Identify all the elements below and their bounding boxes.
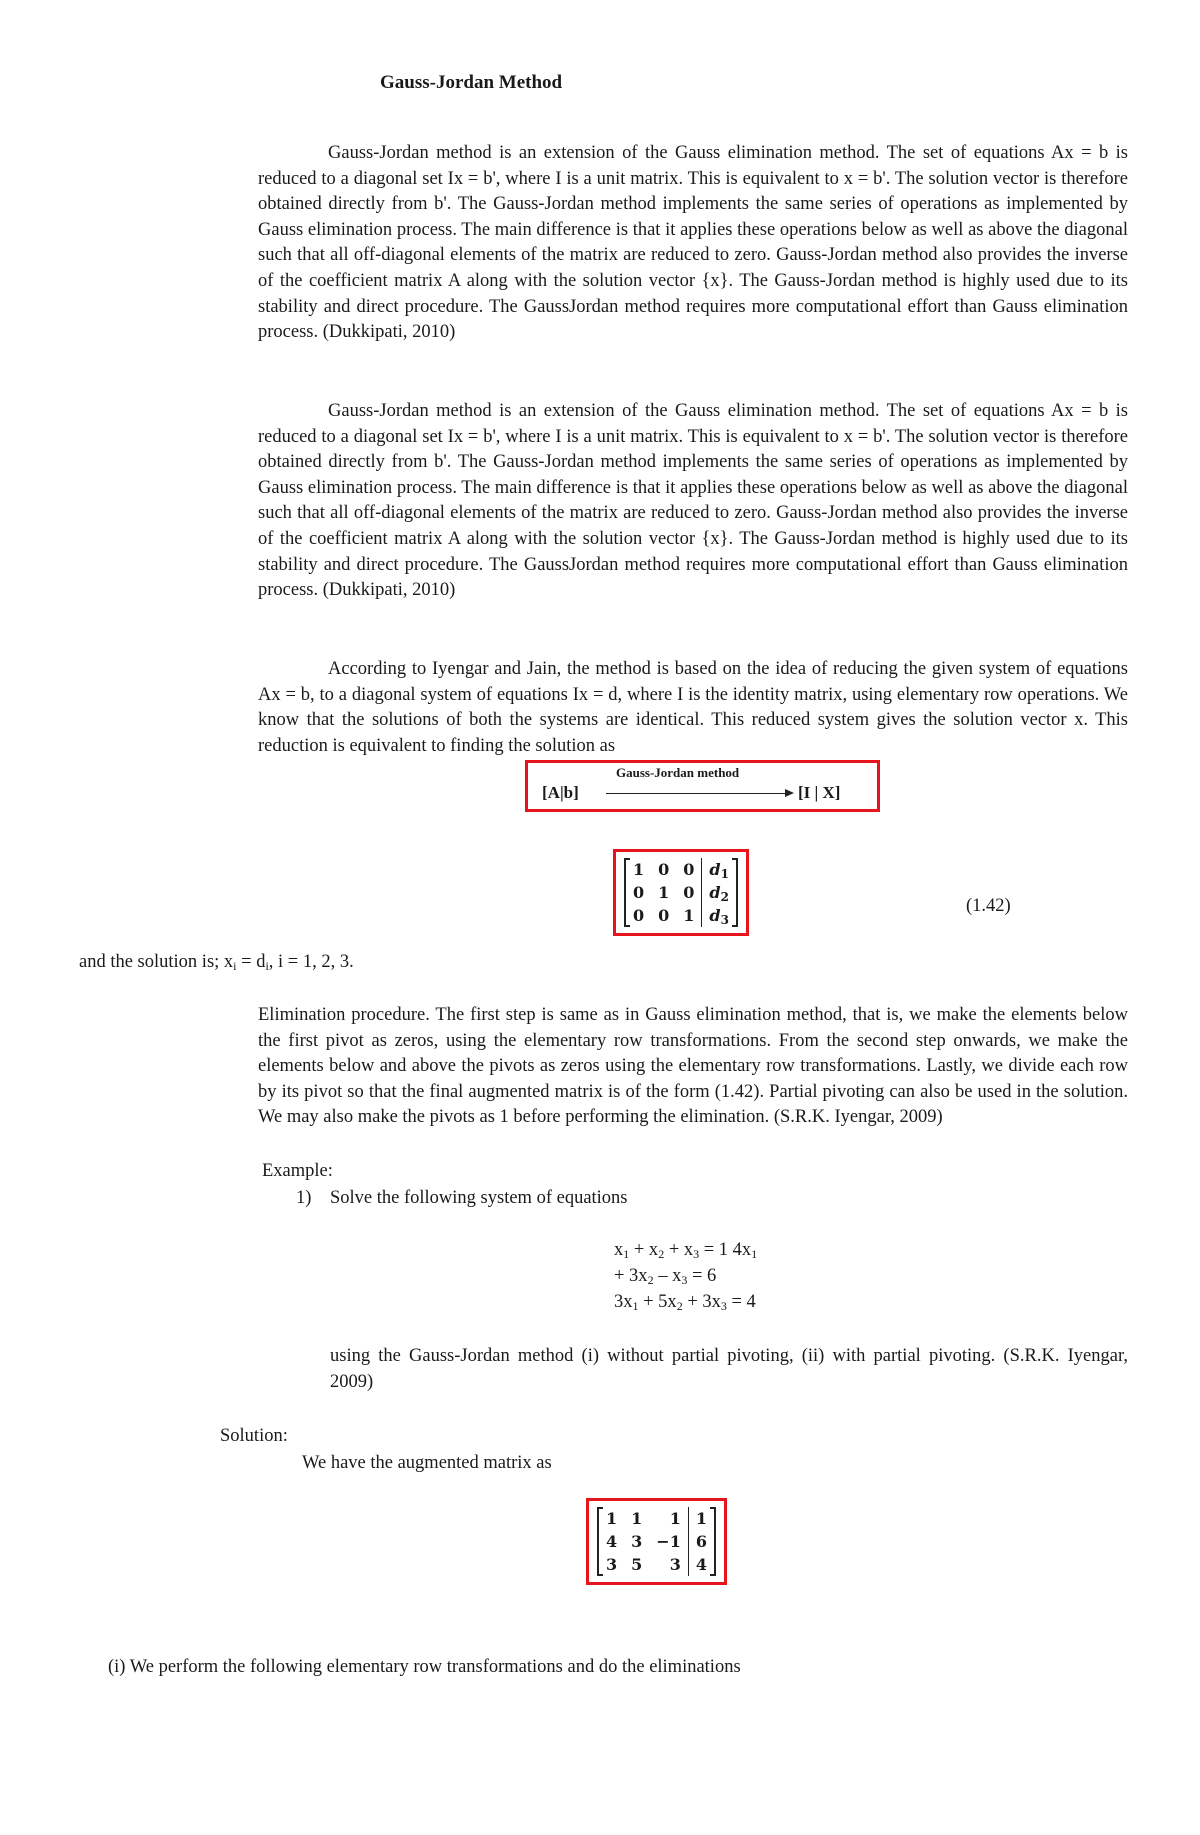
using-paragraph: using the Gauss-Jordan method (i) without partial pivoting, (ii) with partial pivoting. (S.R.K. Iyengar, 2009) — [330, 1346, 1128, 1392]
elimination-paragraph: Elimination procedure. The first step is same as in Gauss elimination method, that is, we make the elements below the first pivot as zeros, using the elementary row transformations. From the second step onwards, we make the elements below and above the pivots as zeros using the elementary row transformations. Lastly, we divide each row by its pivot so that the final augmented matrix is of the form (1.42). Partial pivoting can also be used in the solution. We may also make the pivots as 1 before performing the elimination. (S.R.K. Iyengar, 2009) — [258, 1005, 1128, 1128]
matrix-cell: 1 — [669, 1509, 681, 1528]
equation-number: (1.42) — [966, 896, 1011, 916]
matrix-row — [626, 904, 736, 927]
matrix-cell: $d_1$ — [702, 858, 736, 881]
equation-system — [614, 1237, 757, 1315]
example-item-text: Solve the following system of equations — [330, 1188, 628, 1208]
intro-paragraph-1: Gauss-Jordan method is an extension of the Gauss elimination method. The set of equations Ax = b is reduced to a diagonal set Ix = b', where I is a unit matrix. This is equivalent to x = b'. The solution vector is therefore obtained directly from b'. The Gauss-Jordan method implements the same series of operations as implemented by Gauss elimination process. The main difference is that it applies these operations below as well as above the diagonal such that all off-diagonal elements of the matrix are reduced to zero. Gauss-Jordan method also provides the inverse of the coefficient matrix A along with the solution vector {x}. The Gauss-Jordan method is highly used due to its stability and direct procedure. The GaussJordan method requires more computational effort than Gauss elimination process. (Dukkipati, 2010) — [258, 143, 1128, 343]
matrix-cell: 0 — [633, 906, 645, 925]
matrix-cell: $d_3$ — [702, 904, 736, 927]
intro-paragraph-2: Gauss-Jordan method is an extension of the Gauss elimination method. The set of equations Ax = b is reduced to a diagonal set Ix = b', where I is a unit matrix. This is equivalent to x = b'. The solution vector is therefore obtained directly from b'. The Gauss-Jordan method implements the same series of operations as implemented by Gauss elimination process. The main difference is that it applies these operations below as well as above the diagonal such that all off-diagonal elements of the matrix are reduced to zero. Gauss-Jordan method also provides the inverse of the coefficient matrix A along with the solution vector {x}. The Gauss-Jordan method is highly used due to its stability and direct procedure. The GaussJordan method requires more computational effort than Gauss elimination process. (Dukkipati, 2010) — [258, 401, 1128, 601]
matrix-cell: −1 — [656, 1532, 681, 1551]
matrix-cell: 1 — [688, 1507, 714, 1530]
gj-identity-x: [I | X] — [798, 783, 841, 802]
matrix-cell: 1 — [633, 860, 645, 879]
augmented-intro: We have the augmented matrix as — [302, 1453, 552, 1473]
matrix-cell: $d_2$ — [702, 881, 736, 904]
matrix-cell: 1 — [631, 1509, 643, 1528]
matrix-cell: 3 — [631, 1532, 643, 1551]
diagonal-matrix-box — [613, 849, 749, 936]
matrix-cell: 4 — [606, 1532, 618, 1551]
matrix-row — [599, 1507, 714, 1530]
iyengar-paragraph: According to Iyengar and Jain, the method is based on the idea of reducing the given system of equations Ax = b, to a diagonal system of equations Ix = d, where I is the identity matrix, using elementary row operations. We know that the solutions of both the systems are identical. This reduced system gives the solution vector x. This reduction is equivalent to finding the solution as — [258, 659, 1128, 756]
gj-arrow-label: Gauss-Jordan method — [616, 765, 740, 780]
solution-line: and the solution is; $x_i = d_i$, i = 1, 2, 3. — [79, 952, 354, 973]
equation-line: + $3x_2 - x_3 = 6$ — [614, 1266, 717, 1287]
page-title: Gauss-Jordan Method — [380, 72, 563, 93]
matrix-cell: 0 — [658, 860, 670, 879]
matrix-row — [626, 881, 736, 904]
matrix-cell: 3 — [606, 1555, 618, 1574]
matrix-cell: 0 — [633, 883, 645, 902]
matrix-row — [599, 1553, 714, 1576]
gauss-jordan-diagram — [525, 760, 880, 812]
matrix-bracket — [597, 1507, 716, 1576]
equation-line: $x_1 + x_2 + x_3 = 1$ $4x_1$ — [614, 1240, 758, 1261]
diagonal-matrix — [626, 858, 736, 927]
matrix-cell: 4 — [688, 1553, 714, 1576]
matrix-row — [599, 1530, 714, 1553]
matrix-cell: 0 — [683, 860, 695, 879]
matrix-cell: 1 — [606, 1509, 618, 1528]
matrix-cell: 5 — [631, 1555, 643, 1574]
matrix-cell: 0 — [683, 883, 695, 902]
matrix-bracket — [624, 858, 738, 927]
matrix-cell: 1 — [683, 906, 695, 925]
augmented-matrix-box — [586, 1498, 727, 1585]
gj-augmented-ab: [A|b] — [542, 783, 579, 802]
solution-label: Solution: — [220, 1426, 288, 1446]
example-item-number: 1) — [296, 1188, 312, 1208]
matrix-cell: 0 — [658, 906, 670, 925]
gj-arrow-icon — [606, 793, 786, 794]
matrix-cell: 1 — [658, 883, 670, 902]
example-label: Example: — [262, 1161, 333, 1181]
final-instruction-line: (i) We perform the following elementary row transformations and do the eliminations — [108, 1657, 741, 1677]
matrix-cell: 6 — [688, 1530, 714, 1553]
equation-line: $3x_1 + 5x_2 + 3x_3 = 4$ — [614, 1292, 756, 1313]
matrix-row — [626, 858, 736, 881]
augmented-matrix — [599, 1507, 714, 1576]
matrix-cell: 3 — [669, 1555, 681, 1574]
